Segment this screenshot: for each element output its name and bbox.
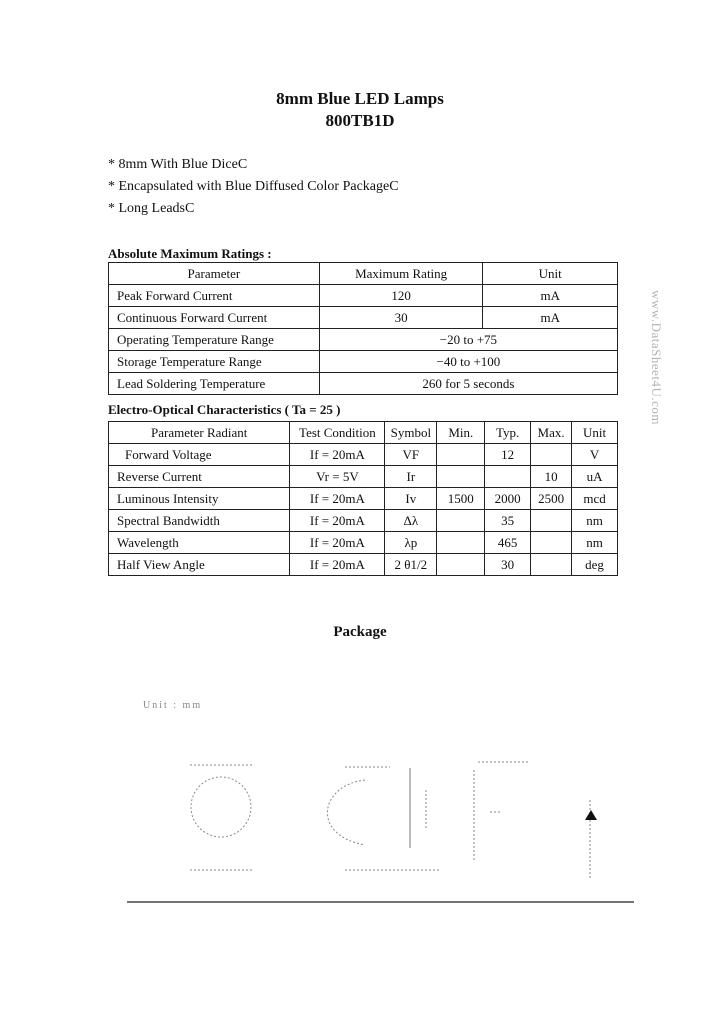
param-cell: Forward Voltage [109,444,290,466]
symbol-cell: VF [385,444,437,466]
package-unit-note: Unit : mm [143,700,203,711]
unit-cell: uA [572,466,618,488]
led-front-view [191,777,251,837]
header-cell: Parameter [109,263,320,285]
header-cell: Maximum Rating [319,263,483,285]
header-cell: Min. [437,422,485,444]
max-cell: 10 [531,466,572,488]
unit-cell: nm [572,510,618,532]
unit-cell: nm [572,532,618,554]
package-heading: Package [333,624,387,640]
rating-cell: −20 to +75 [319,329,617,351]
typ-cell: 465 [485,532,531,554]
typ-cell: 2000 [485,488,531,510]
param-cell: Operating Temperature Range [109,329,320,351]
rating-cell: 30 [319,307,483,329]
param-cell: Peak Forward Current [109,285,320,307]
unit-cell: mA [483,307,618,329]
header-cell: Unit [483,263,618,285]
header-cell: Symbol [385,422,437,444]
param-cell: Wavelength [109,532,290,554]
watermark: www.DataSheet4U.com [649,290,664,426]
feature-item: * 8mm With Blue DiceC [108,157,248,172]
electro-optical-heading: Electro-Optical Characteristics ( Ta = 25 ) [108,402,341,417]
param-cell: Spectral Bandwidth [109,510,290,532]
condition-cell: If = 20mA [290,444,385,466]
header-cell: Test Condition [290,422,385,444]
header-cell: Max. [531,422,572,444]
led-symbol-icon [585,810,597,820]
unit-cell: V [572,444,618,466]
symbol-cell: 2 θ1/2 [385,554,437,576]
typ-cell: 30 [485,554,531,576]
typ-cell: 35 [485,510,531,532]
header-cell: Parameter Radiant [109,422,290,444]
param-cell: Reverse Current [109,466,290,488]
header-cell: Unit [572,422,618,444]
param-cell: Continuous Forward Current [109,307,320,329]
rating-cell: 260 for 5 seconds [319,373,617,395]
rating-cell: 120 [319,285,483,307]
page-title: 8mm Blue LED Lamps [276,89,444,108]
part-number: 800TB1D [325,111,395,130]
unit-cell: deg [572,554,618,576]
condition-cell: If = 20mA [290,488,385,510]
param-cell: Storage Temperature Range [109,351,320,373]
feature-item: * Long LeadsC [108,201,195,216]
min-cell: 1500 [437,488,485,510]
condition-cell: Vr = 5V [290,466,385,488]
condition-cell: If = 20mA [290,510,385,532]
unit-cell: mA [483,285,618,307]
param-cell: Lead Soldering Temperature [109,373,320,395]
max-cell: 2500 [531,488,572,510]
param-cell: Luminous Intensity [109,488,290,510]
unit-cell: mcd [572,488,618,510]
feature-item: * Encapsulated with Blue Diffused Color PackageC [108,179,399,194]
led-side-view [327,780,365,845]
symbol-cell: Ir [385,466,437,488]
param-cell: Half View Angle [109,554,290,576]
rating-cell: −40 to +100 [319,351,617,373]
condition-cell: If = 20mA [290,532,385,554]
symbol-cell: Iv [385,488,437,510]
symbol-cell: λp [385,532,437,554]
absolute-ratings-heading: Absolute Maximum Ratings : [108,246,272,261]
header-cell: Typ. [485,422,531,444]
condition-cell: If = 20mA [290,554,385,576]
symbol-cell: Δλ [385,510,437,532]
typ-cell: 12 [485,444,531,466]
